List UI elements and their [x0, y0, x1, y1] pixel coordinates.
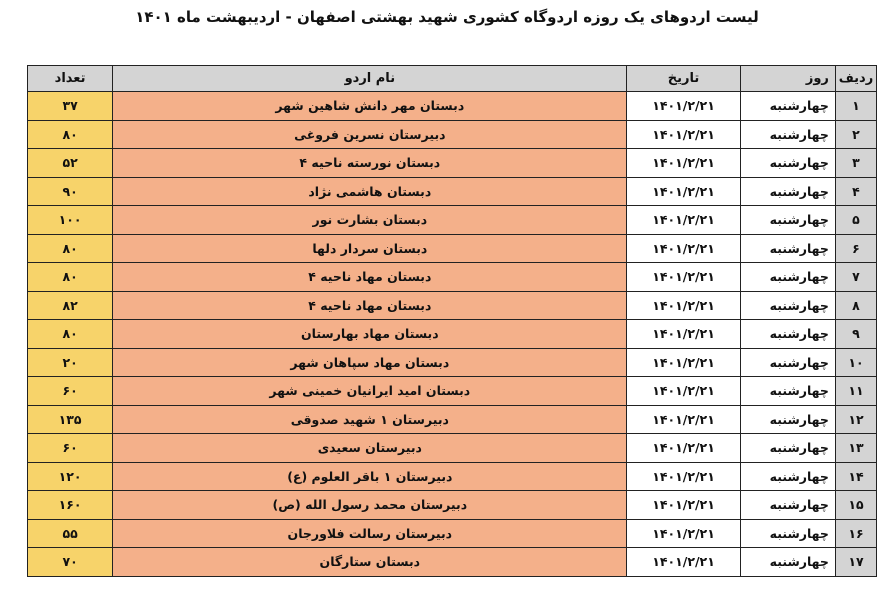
row-index: ۹ — [835, 320, 876, 349]
row-day: چهارشنبه — [740, 206, 835, 235]
table-header-row — [28, 66, 877, 92]
row-count: ۸۰ — [28, 234, 113, 263]
table-row — [28, 206, 877, 235]
row-index: ۱۰ — [835, 348, 876, 377]
row-day: چهارشنبه — [740, 177, 835, 206]
table-body — [28, 92, 877, 577]
row-count: ۹۰ — [28, 177, 113, 206]
row-name: دبستان امید ایرانیان خمینی شهر — [113, 377, 627, 406]
table-row — [28, 263, 877, 292]
row-day: چهارشنبه — [740, 149, 835, 178]
row-index: ۲ — [835, 120, 876, 149]
table-row — [28, 434, 877, 463]
row-index: ۱ — [835, 92, 876, 121]
row-date: ۱۴۰۱/۲/۲۱ — [627, 462, 740, 491]
row-index: ۱۲ — [835, 405, 876, 434]
row-index: ۱۶ — [835, 519, 876, 548]
table-row — [28, 291, 877, 320]
table-row — [28, 519, 877, 548]
row-date: ۱۴۰۱/۲/۲۱ — [627, 434, 740, 463]
row-day: چهارشنبه — [740, 434, 835, 463]
row-count: ۶۰ — [28, 434, 113, 463]
header-day: روز — [740, 66, 835, 92]
row-date: ۱۴۰۱/۲/۲۱ — [627, 234, 740, 263]
table-row — [28, 92, 877, 121]
camps-table — [27, 65, 877, 577]
row-name: دبستان ستارگان — [113, 548, 627, 577]
row-index: ۸ — [835, 291, 876, 320]
row-day: چهارشنبه — [740, 548, 835, 577]
row-day: چهارشنبه — [740, 92, 835, 121]
row-count: ۱۶۰ — [28, 491, 113, 520]
table-row — [28, 149, 877, 178]
row-index: ۱۴ — [835, 462, 876, 491]
row-date: ۱۴۰۱/۲/۲۱ — [627, 348, 740, 377]
row-day: چهارشنبه — [740, 291, 835, 320]
row-index: ۱۷ — [835, 548, 876, 577]
row-date: ۱۴۰۱/۲/۲۱ — [627, 320, 740, 349]
row-date: ۱۴۰۱/۲/۲۱ — [627, 120, 740, 149]
row-name: دبستان نورسته ناحیه ۴ — [113, 149, 627, 178]
table-row — [28, 405, 877, 434]
row-date: ۱۴۰۱/۲/۲۱ — [627, 263, 740, 292]
row-name: دبیرستان محمد رسول الله (ص) — [113, 491, 627, 520]
row-name: دبستان مهاد بهارستان — [113, 320, 627, 349]
page-title: لیست اردوهای یک روزه اردوگاه کشوری شهید بهشتی اصفهان - اردیبهشت ماه ۱۴۰۱ — [135, 8, 759, 26]
row-count: ۳۷ — [28, 92, 113, 121]
header-name: نام اردو — [113, 66, 627, 92]
table-row — [28, 120, 877, 149]
row-count: ۸۰ — [28, 120, 113, 149]
row-count: ۱۲۰ — [28, 462, 113, 491]
row-date: ۱۴۰۱/۲/۲۱ — [627, 548, 740, 577]
row-name: دبستان هاشمی نژاد — [113, 177, 627, 206]
row-index: ۶ — [835, 234, 876, 263]
table-row — [28, 348, 877, 377]
row-name: دبیرستان رسالت فلاورجان — [113, 519, 627, 548]
row-date: ۱۴۰۱/۲/۲۱ — [627, 177, 740, 206]
table-row — [28, 462, 877, 491]
row-name: دبستان مهاد سپاهان شهر — [113, 348, 627, 377]
row-name: دبستان بشارت نور — [113, 206, 627, 235]
row-name: دبستان مهاد ناحیه ۴ — [113, 291, 627, 320]
row-count: ۱۰۰ — [28, 206, 113, 235]
row-date: ۱۴۰۱/۲/۲۱ — [627, 206, 740, 235]
row-date: ۱۴۰۱/۲/۲۱ — [627, 149, 740, 178]
row-count: ۵۲ — [28, 149, 113, 178]
row-count: ۲۰ — [28, 348, 113, 377]
table-row — [28, 491, 877, 520]
row-day: چهارشنبه — [740, 405, 835, 434]
row-day: چهارشنبه — [740, 348, 835, 377]
row-day: چهارشنبه — [740, 234, 835, 263]
row-date: ۱۴۰۱/۲/۲۱ — [627, 491, 740, 520]
row-day: چهارشنبه — [740, 519, 835, 548]
row-date: ۱۴۰۱/۲/۲۱ — [627, 92, 740, 121]
row-index: ۱۵ — [835, 491, 876, 520]
table-row — [28, 177, 877, 206]
row-index: ۵ — [835, 206, 876, 235]
table-row — [28, 320, 877, 349]
row-count: ۶۰ — [28, 377, 113, 406]
table-row — [28, 234, 877, 263]
row-day: چهارشنبه — [740, 491, 835, 520]
row-name: دبستان مهاد ناحیه ۴ — [113, 263, 627, 292]
row-index: ۷ — [835, 263, 876, 292]
row-index: ۳ — [835, 149, 876, 178]
row-index: ۱۱ — [835, 377, 876, 406]
row-name: دبیرستان نسرین فروغی — [113, 120, 627, 149]
row-day: چهارشنبه — [740, 320, 835, 349]
row-name: دبستان سردار دلها — [113, 234, 627, 263]
row-name: دبیرستان ۱ باقر العلوم (ع) — [113, 462, 627, 491]
row-date: ۱۴۰۱/۲/۲۱ — [627, 519, 740, 548]
row-index: ۱۳ — [835, 434, 876, 463]
row-count: ۷۰ — [28, 548, 113, 577]
header-date: تاریخ — [627, 66, 740, 92]
row-day: چهارشنبه — [740, 462, 835, 491]
row-name: دبستان مهر دانش شاهین شهر — [113, 92, 627, 121]
row-count: ۵۵ — [28, 519, 113, 548]
row-day: چهارشنبه — [740, 377, 835, 406]
row-count: ۸۲ — [28, 291, 113, 320]
row-date: ۱۴۰۱/۲/۲۱ — [627, 377, 740, 406]
row-date: ۱۴۰۱/۲/۲۱ — [627, 405, 740, 434]
table-row — [28, 548, 877, 577]
row-count: ۱۳۵ — [28, 405, 113, 434]
table-row — [28, 377, 877, 406]
row-day: چهارشنبه — [740, 120, 835, 149]
header-idx: ردیف — [835, 66, 876, 92]
row-index: ۴ — [835, 177, 876, 206]
row-name: دبیرستان ۱ شهید صدوقی — [113, 405, 627, 434]
header-count: تعداد — [28, 66, 113, 92]
row-date: ۱۴۰۱/۲/۲۱ — [627, 291, 740, 320]
row-count: ۸۰ — [28, 263, 113, 292]
row-day: چهارشنبه — [740, 263, 835, 292]
row-name: دبیرستان سعیدی — [113, 434, 627, 463]
row-count: ۸۰ — [28, 320, 113, 349]
